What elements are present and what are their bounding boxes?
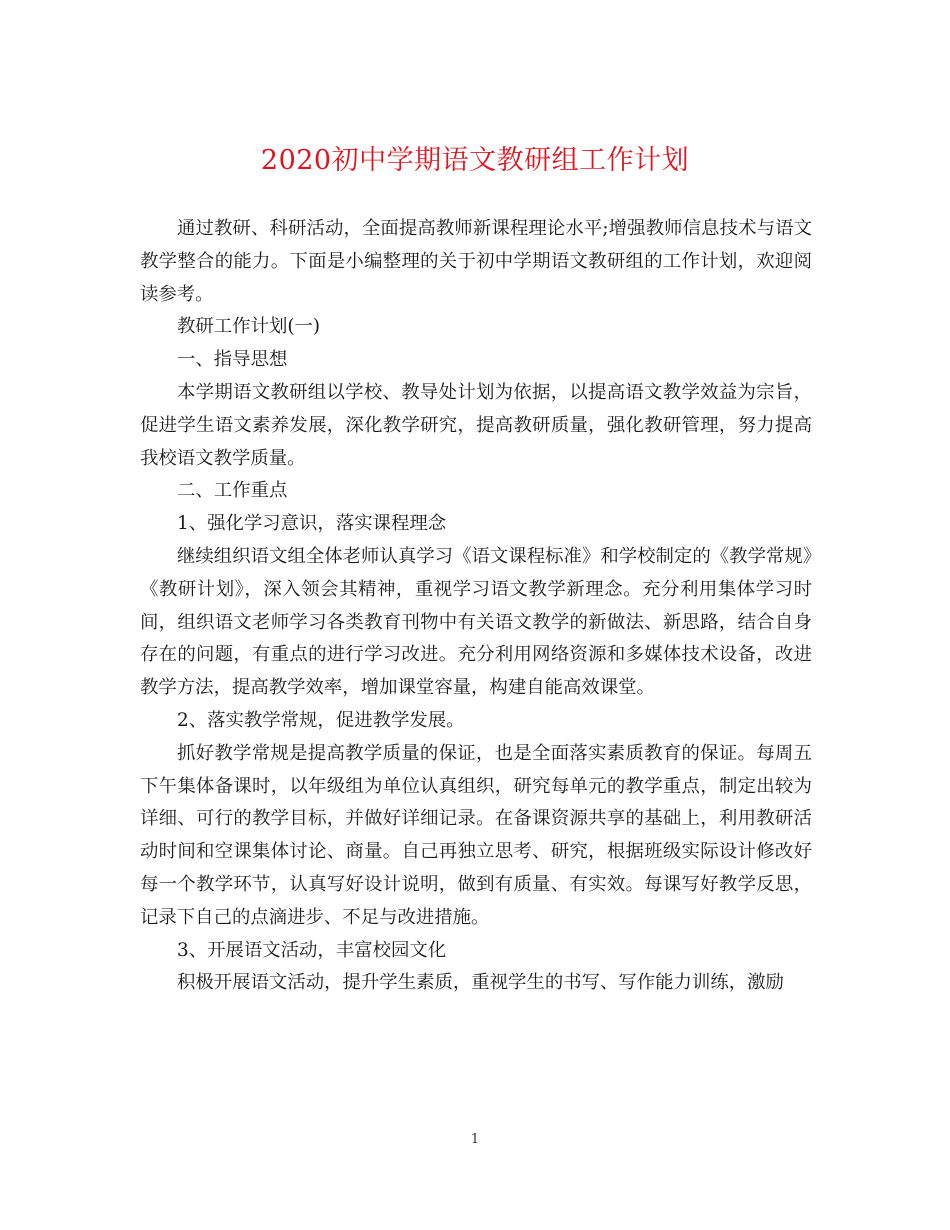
subheading-teaching-routine: 2、落实教学常规，促进教学发展。 [177,709,465,731]
section-heading-plan-one: 教研工作计划(一) [177,316,321,338]
paragraph-guiding-ideology: 本学期语文教研组以学校、教导处计划为依据，以提高语文教学效益为宗旨，促进学生语文素养发展，深化教学研究，提高教研质量，强化教研管理，努力提高我校语文教学质量。 [140,381,812,469]
subheading-learning-awareness: 1、强化学习意识，落实课程理念 [177,513,447,535]
paragraph-learning-awareness: 继续组织语文组全体老师认真学习《语文课程标准》和学校制定的《教学常规》《教研计划》，深入领会其精神，重视学习语文教学新理念。充分利用集体学习时间，组织语文老师学习各类教育刊物中有关语文教学的新做法、新思路，结合自身存在的问题，有重点的进行学习改进。充分利用网络资源和多媒体技术设备，改进教学方法，提高教学效率，增加课堂容量，构建自能高效课堂。 [140,545,812,699]
paragraph-intro: 通过教研、科研活动，全面提高教师新课程理论水平;增强教师信息技术与语文教学整合的能力。下面是小编整理的关于初中学期语文教研组的工作计划，欢迎阅读参考。 [140,218,812,305]
section-heading-guiding-ideology: 一、指导思想 [177,349,288,371]
paragraph-teaching-routine: 抓好教学常规是提高教学质量的保证，也是全面落实素质教育的保证。每周五下午集体备课时，以年级组为单位认真组织，研究每单元的教学重点，制定出较为详细、可行的教学目标，并做好详细记录。在备课资源共享的基础上，利用教研活动时间和空课集体讨论、商量。自己再独立思考、研究，根据班级实际设计修改好每一个教学环节，认真写好设计说明，做到有质量、有实效。每课写好教学反思，记录下自己的点滴进步、不足与改进措施。 [140,742,812,928]
subheading-chinese-activities: 3、开展语文活动，丰富校园文化 [177,939,447,961]
paragraph-chinese-activities: 积极开展语文活动，提升学生素质，重视学生的书写、写作能力训练，激励 [177,972,784,994]
section-heading-work-focus: 二、工作重点 [177,480,288,502]
document-title: 2020初中学期语文教研组工作计划 [260,145,690,176]
document-body [140,213,812,1000]
page-number: 1 [470,1132,480,1147]
